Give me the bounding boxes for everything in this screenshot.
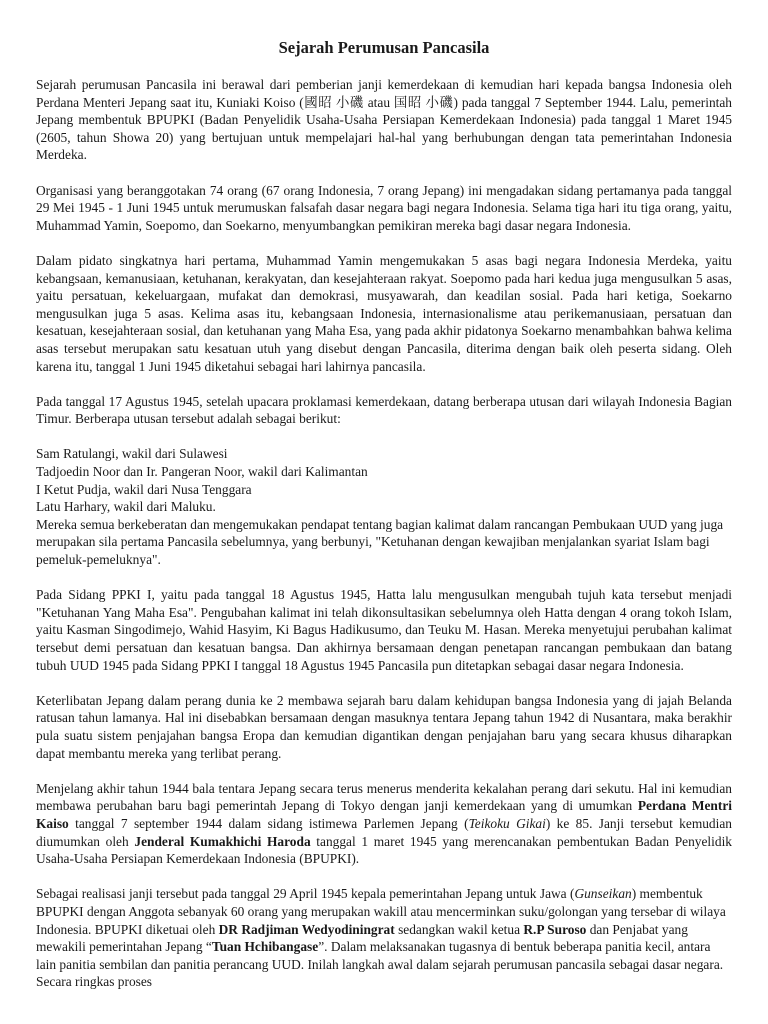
bold-name-suroso: R.P Suroso [523, 921, 587, 937]
italic-term-gunseikan: Gunseikan [574, 886, 632, 902]
text-run: ) membentuk BPUPKI dengan Anggota sebanyak 60 orang yang merupakan wakill atau mencerminkan suku/golongan yang tersebar di wilaya Indonesia. BPUPKI diketuai oleh [36, 886, 726, 937]
text-run: Menjelang akhir tahun 1944 bala tentara Jepang secara terus menerus menderita kekalahan perang dari sekutu. Hal ini kemudian membawa perubahan baru bagi pemerintah Jepang di Tokyo dengan janji kemerdekaan yang di umumkan [36, 780, 732, 814]
bold-name-hchibangase: Tuan Hchibangase [211, 939, 319, 955]
italic-term-teikoku-gikai: Teikoku Gikai [468, 815, 546, 831]
paragraph-bpupki-formation [36, 885, 732, 991]
paragraph-origin: Sejarah perumusan Pancasila ini berawal dari pemberian janji kemerdekaan di kemudian hari kepada bangsa Indonesia oleh Perdana Menteri Jepang saat itu, Kuniaki Koiso (國昭 小磯 atau 国昭 小磯) pada tanggal 7 September 1944. Lalu, pemerintah Jepang membentuk BPUPKI (Badan Penyelidik Usaha-Usaha Persiapan Kemerdekaan Indonesia) pada tanggal 1 Maret 1945 (2605, tahun Showa 20) yang bertujuan untuk mempelajari hal-hal yang berhubungan dengan tata pemerintahan Indonesia Merdeka. [36, 77, 732, 163]
delegate-item: Sam Ratulangi, wakil dari Sulawesi [36, 446, 228, 462]
page-title: Sejarah Perumusan Pancasila [278, 38, 490, 57]
paragraph-eastern-delegates: Pada tanggal 17 Agustus 1945, setelah upacara proklamasi kemerdekaan, datang berberapa utusan dari wilayah Indonesia Bagian Timur. Berberapa utusan tersebut adalah sebagai berikut: [36, 393, 732, 427]
delegate-item: I Ketut Pudja, wakil dari Nusa Tenggara [36, 481, 252, 497]
text-run: tanggal 1 maret 1945 yang merencanakan pembentukan Badan Penyelidik Usaha-Usaha Persiapan Kemerdekaan Indonesia (BPUPKI). [36, 833, 732, 867]
delegate-item: Latu Harhary, wakil dari Maluku. [36, 499, 216, 515]
document-body [36, 76, 732, 1008]
bold-name-koiso: Perdana Mentri Kaiso [36, 798, 732, 831]
text-run: tanggal 7 september 1944 dalam sidang istimewa Parlemen Jepang ( [68, 815, 469, 831]
paragraph-bpupki-session: Organisasi yang beranggotakan 74 orang (67 orang Indonesia, 7 orang Jepang) ini mengadakan sidang pertamanya pada tanggal 29 Mei 1945 - 1 Juni 1945 untuk merumuskan falsafah dasar negara bagi negara Indonesia. Selama tiga hari itu tiga orang, yaitu, Muhammad Yamin, Soepomo, dan Soekarno, menyumbangkan pemikiran mereka bagi dasar negara Indonesia. [36, 182, 732, 233]
delegate-item: Tadjoedin Noor dan Ir. Pangeran Noor, wakil dari Kalimantan [36, 464, 368, 480]
bold-name-haroda: Jenderal Kumakhichi Haroda [134, 833, 311, 849]
paragraph-ppki-session: Pada Sidang PPKI I, yaitu pada tanggal 18 Agustus 1945, Hatta lalu mengusulkan mengubah tujuh kata tersebut menjadi "Ketuhanan Yang Maha Esa". Pengubahan kalimat ini telah dikonsultasikan sebelumnya oleh Hatta dengan 4 orang tokoh Islam, yaitu Kasman Singodimejo, Wahid Hasyim, Ki Bagus Hadikusumo, dan Teuku M. Hasan. Mereka menyetujui perubahan kalimat tersebut demi persatuan dan kesatuan bangsa. Dan akhirnya bersamaan dengan penetapan rancangan pembukaan dan batang tubuh UUD 1945 pada Sidang PPKI I tanggal 18 Agustus 1945 Pancasila pun ditetapkan sebagai dasar negara Indonesia. [36, 587, 732, 673]
text-run: dan Penjabat yang mewakili pemerintahan Jepang “ [36, 921, 688, 955]
text-run: ) ke 85. Janji tersebut kemudian diumumkan oleh [36, 815, 732, 849]
paragraph-independence-promise [36, 780, 732, 868]
text-run: sedangkan wakil ketua [394, 921, 524, 937]
text-run: Sebagai realisasi janji tersebut pada tanggal 29 April 1945 kepala pemerintahan Jepang untuk Jawa ( [36, 886, 575, 902]
paragraph-objection: Mereka semua berkeberatan dan mengemukakan pendapat tentang bagian kalimat dalam rancangan Pembukaan UUD yang juga merupakan sila pertama Pancasila sebelumnya, yang berbunyi, "Ketuhanan dengan kewajiban menjalankan syariat Islam bagi pemeluk-pemeluknya". [36, 516, 724, 568]
text-run: ”. Dalam melaksanakan tugasnya di bentuk beberapa panitia kecil, antara lain panitia sembilan dan panitia perancang UUD. Inilah langkah awal dalam sejarah perumusan pancasila sebagai dasar negara. Secara ringkas proses [36, 939, 724, 990]
bold-name-radjiman: DR Radjiman Wedyodiningrat [218, 921, 395, 937]
paragraph-five-principles: Dalam pidato singkatnya hari pertama, Muhammad Yamin mengemukakan 5 asas bagi negara Indonesia Merdeka, yaitu kebangsaan, kemanusiaan, ketuhanan, kerakyatan, dan kesejahteraan rakyat. Soepomo pada hari kedua juga mengusulkan 5 asas, yaitu persatuan, kekeluargaan, mufakat dan demokrasi, musyawarah, dan keadilan sosial. Pada hari ketiga, Soekarno mengusulkan juga 5 asas. Kelima asas itu, kebangsaan Indonesia, internasionalisme atau perikemanusiaan, persatuan dan kesatuan, kesejahteraan sosial, dan ketuhanan yang Maha Esa, yang pada akhir pidatonya Soekarno menambahkan bahwa kelima asas tersebut merupakan satu kesatuan utuh yang disebut dengan Pancasila, diterima dengan baik oleh peserta sidang. Oleh karena itu, tanggal 1 Juni 1945 diketahui sebagai hari lahirnya pancasila. [36, 252, 732, 374]
paragraph-japan-involvement: Keterlibatan Jepang dalam perang dunia ke 2 membawa sejarah baru dalam kehidupan bangsa Indonesia yang di jajah Belanda ratusan tahun lamanya. Hal ini disebabkan bersamaan dengan masuknya tentara Jepang tahun 1942 di Nusantara, maka berakhir pula suatu sistem penjajahan bangsa Eropa dan kemudian digantikan dengan penjajahan baru yang secara khusus diharapkan dapat membantu mereka yang terlibat perang. [36, 692, 732, 761]
